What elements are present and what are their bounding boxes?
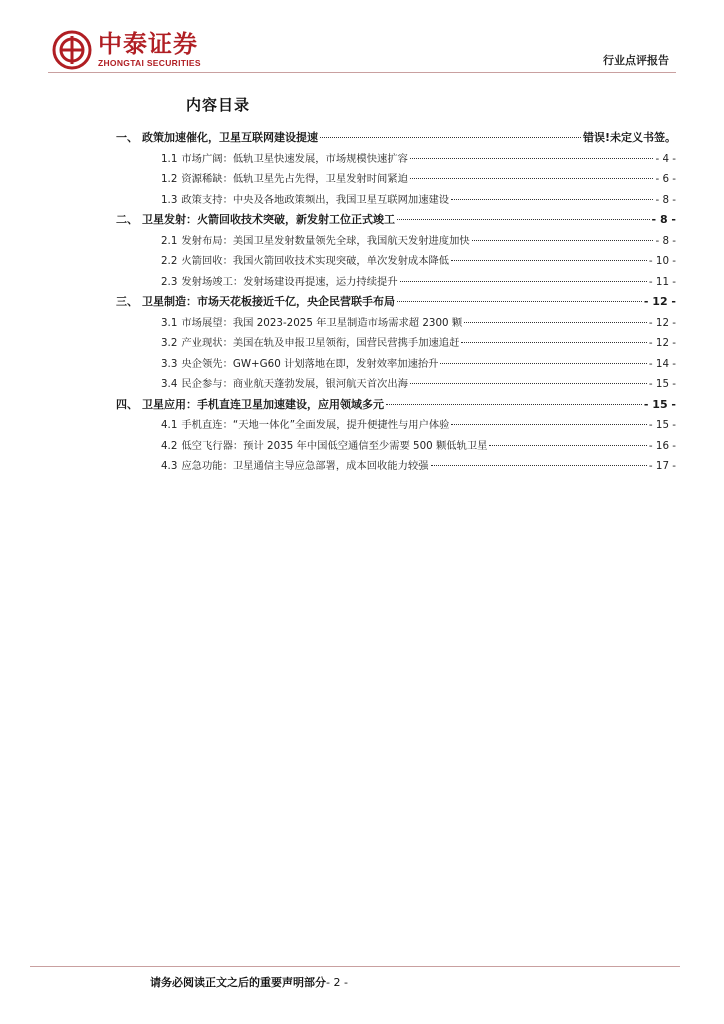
toc-entry-title: 央企领先：GW+G60 计划落地在即，发射效率加速抬升: [181, 357, 439, 370]
toc-entry-page: - 12 -: [643, 295, 676, 308]
toc-entry-number: 3.4: [161, 378, 178, 390]
toc-entry-page: - 12 -: [648, 316, 676, 329]
toc-entry-title: 火箭回收：我国火箭回收技术实现突破，单次发射成本降低: [181, 255, 450, 267]
toc-dot-leader: [464, 310, 647, 323]
toc-dot-leader: [451, 412, 646, 425]
toc-entry-page: - 6 -: [655, 173, 676, 185]
toc-entry-title: 市场展望：我国 2023-2025 年卫星制造市场需求超 2300 颗: [181, 316, 463, 329]
toc-entry-title: 政策支持：中央及各地政策频出，我国卫星互联网加速建设: [181, 193, 450, 206]
toc-dot-leader: [451, 248, 647, 261]
toc-entry-page: - 15 -: [643, 397, 676, 411]
toc-entry-number: 四、: [116, 397, 138, 411]
footer-divider: [30, 966, 680, 967]
toc-entry-title: 发射场竣工：发射场建设再提速，运力持续提升: [181, 275, 398, 288]
toc-entry-title: 卫星制造：市场天花板接近千亿，央企民营联手布局: [142, 295, 395, 308]
toc-entry-number: 3.1: [161, 316, 178, 329]
toc-entry-page: - 10 -: [648, 255, 676, 267]
toc-entry-title: 政策加速催化，卫星互联网建设提速: [142, 131, 318, 144]
toc-entry-number: 3.2: [161, 337, 178, 349]
toc-title: 内容目录: [186, 96, 251, 114]
toc-dot-leader: [397, 207, 650, 220]
toc-entry-number: 一、: [116, 131, 138, 144]
toc-dot-leader: [410, 371, 647, 384]
toc-dot-leader: [431, 453, 647, 466]
toc-entry-title: 民企参与：商业航天蓬勃发展，银河航天首次出海: [181, 378, 408, 390]
brand-name-cn: 中泰证券: [98, 30, 198, 58]
toc-entry-title: 低空飞行器：预计 2035 年中国低空通信至少需要 500 颗低轨卫星: [181, 439, 488, 452]
toc-entry-page: - 12 -: [648, 337, 676, 349]
toc-entry-title: 应急功能：卫星通信主导应急部署，成本回收能力较强: [181, 460, 429, 472]
toc-entry-number: 1.3: [161, 193, 178, 206]
toc-entry-title: 发射布局：美国卫星发射数量领先全球，我国航天发射进度加快: [181, 234, 470, 247]
toc-dot-leader: [410, 146, 654, 159]
toc-entry-page: - 14 -: [648, 357, 676, 370]
toc-entry-page: - 16 -: [648, 439, 676, 452]
toc-entry-number: 4.2: [161, 439, 178, 452]
footer-disclaimer: 请务必阅读正文之后的重要声明部分: [150, 976, 326, 989]
toc-entry-number: 二、: [116, 213, 138, 226]
toc-dot-leader: [397, 289, 642, 302]
toc-dot-leader: [400, 269, 647, 282]
toc-dot-leader: [461, 330, 647, 343]
page-footer: [150, 974, 348, 990]
toc-dot-leader: [410, 166, 654, 179]
toc-entry-page: - 8 -: [655, 234, 676, 247]
toc-entry-page: - 8 -: [651, 213, 676, 226]
toc-entry-title: 卫星应用：手机直连卫星加速建设，应用领域多元: [142, 397, 384, 411]
zhongtai-logo-icon: [52, 30, 92, 70]
toc-entry-number: 4.1: [161, 419, 178, 431]
toc-entry-number: 2.2: [161, 255, 178, 267]
toc-entry-title: 资源稀缺：低轨卫星先占先得，卫星发射时间紧迫: [181, 173, 408, 185]
table-of-contents: [0, 128, 724, 477]
toc-entry-number: 2.3: [161, 275, 178, 288]
toc-dot-leader: [489, 433, 646, 446]
toc-entry-title: 卫星发射：火箭回收技术突破，新发射工位正式竣工: [142, 213, 395, 226]
toc-entry-number: 三、: [116, 295, 138, 308]
toc-entry-title: 市场广阔：低轨卫星快速发展，市场规模快速扩容: [181, 152, 408, 165]
brand-name-en: ZHONGTAI SECURITIES: [98, 58, 201, 68]
toc-entry-page: - 15 -: [648, 419, 676, 431]
toc-entry-page: 错误!未定义书签。: [582, 131, 676, 144]
toc-dot-leader: [386, 392, 642, 405]
toc-entry-page: - 8 -: [655, 193, 676, 206]
toc-entry-number: 4.3: [161, 460, 178, 472]
report-type-label: 行业点评报告: [603, 54, 669, 67]
page-header: [0, 0, 724, 80]
toc-entry-page: - 4 -: [655, 152, 676, 165]
toc-dot-leader: [472, 228, 654, 241]
header-divider: [48, 72, 676, 73]
toc-subsection-entry[interactable]: [161, 456, 676, 477]
footer-page-number: - 2 -: [326, 976, 348, 989]
toc-dot-leader: [451, 187, 653, 200]
toc-entry-title: 手机直连：“天地一体化”全面发展，提升便捷性与用户体验: [181, 419, 450, 431]
toc-dot-leader: [320, 125, 581, 138]
toc-entry-page: - 17 -: [648, 460, 676, 472]
toc-entry-number: 3.3: [161, 357, 178, 370]
toc-entry-number: 1.2: [161, 173, 178, 185]
toc-entry-page: - 15 -: [648, 378, 676, 390]
toc-entry-number: 1.1: [161, 152, 178, 165]
toc-dot-leader: [440, 351, 646, 364]
toc-entry-page: - 11 -: [648, 275, 676, 288]
toc-entry-number: 2.1: [161, 234, 178, 247]
toc-entry-title: 产业现状：美国在轨及申报卫星领衔，国营民营携手加速追赶: [181, 337, 460, 349]
